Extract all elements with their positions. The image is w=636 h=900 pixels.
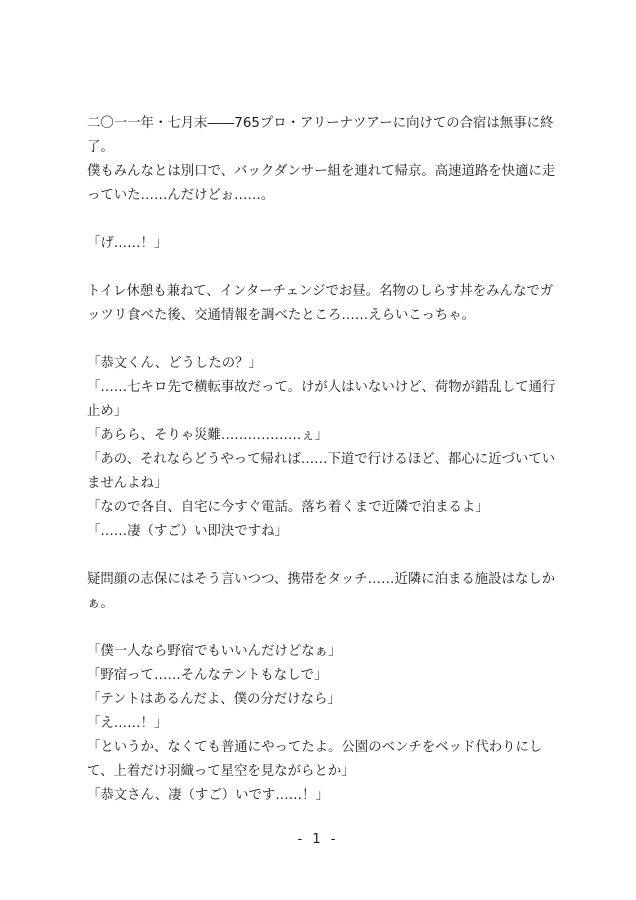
paragraph: 「……凄（すご）い即決ですね」 <box>87 524 288 539</box>
paragraph: 「というか、なくても普通にやってたよ。公園のベンチをベッド代わりにして、上着だけ羽織って星空を見ながらとか」 <box>87 740 543 779</box>
paragraph: 二〇一一年・七月末――765プロ・アリーナツアーに向けての合宿は無事に終了。 <box>87 116 554 155</box>
paragraph: 「なので各自、自宅に今すぐ電話。落ち着くまで近隣で泊まるよ」 <box>87 500 489 515</box>
body-text <box>87 112 557 808</box>
paragraph: 僕もみんなとは別口で、バックダンサー組を連れて帰京。高速道路を快適に走っていた……んだけどぉ……。 <box>87 164 556 203</box>
paragraph: 「あらら、そりゃ災難………………ぇ」 <box>87 428 329 443</box>
blank-line <box>87 208 557 232</box>
paragraph: 「恭文くん、どうしたの？」 <box>87 356 262 371</box>
paragraph: トイレ休憩も兼ねて、インターチェンジでお昼。名物のしらす丼をみんなでガッツリ食べた後、交通情報を調べたところ……えらいこっちゃ。 <box>87 284 554 323</box>
page-number: - 1 - <box>297 832 339 847</box>
blank-line <box>87 256 557 280</box>
paragraph: 「え……！」 <box>87 716 168 731</box>
paragraph: 「……七キロ先で横転事故だって。けが人はいないけど、荷物が錯乱して通行止め」 <box>87 380 556 419</box>
paragraph: 「野宿って……そんなテントもなしで」 <box>87 668 328 683</box>
paragraph: 「あの、それならどうやって帰れば……下道で行けるほど、都心に近づいていませんよね」 <box>87 452 556 491</box>
paragraph: 「テントはあるんだよ、僕の分だけなら」 <box>87 692 341 707</box>
paragraph: 「恭文さん、凄（すご）いです……！」 <box>87 788 329 803</box>
paragraph: 「僕一人なら野宿でもいいんだけどなぁ」 <box>87 644 342 659</box>
blank-line <box>87 328 557 352</box>
blank-line <box>87 544 557 568</box>
paragraph: 「げ……！」 <box>87 236 168 251</box>
blank-line <box>87 616 557 640</box>
paragraph: 疑問顔の志保にはそう言いつつ、携帯をタッチ……近隣に泊まる施設はなしかぁ。 <box>87 572 556 611</box>
